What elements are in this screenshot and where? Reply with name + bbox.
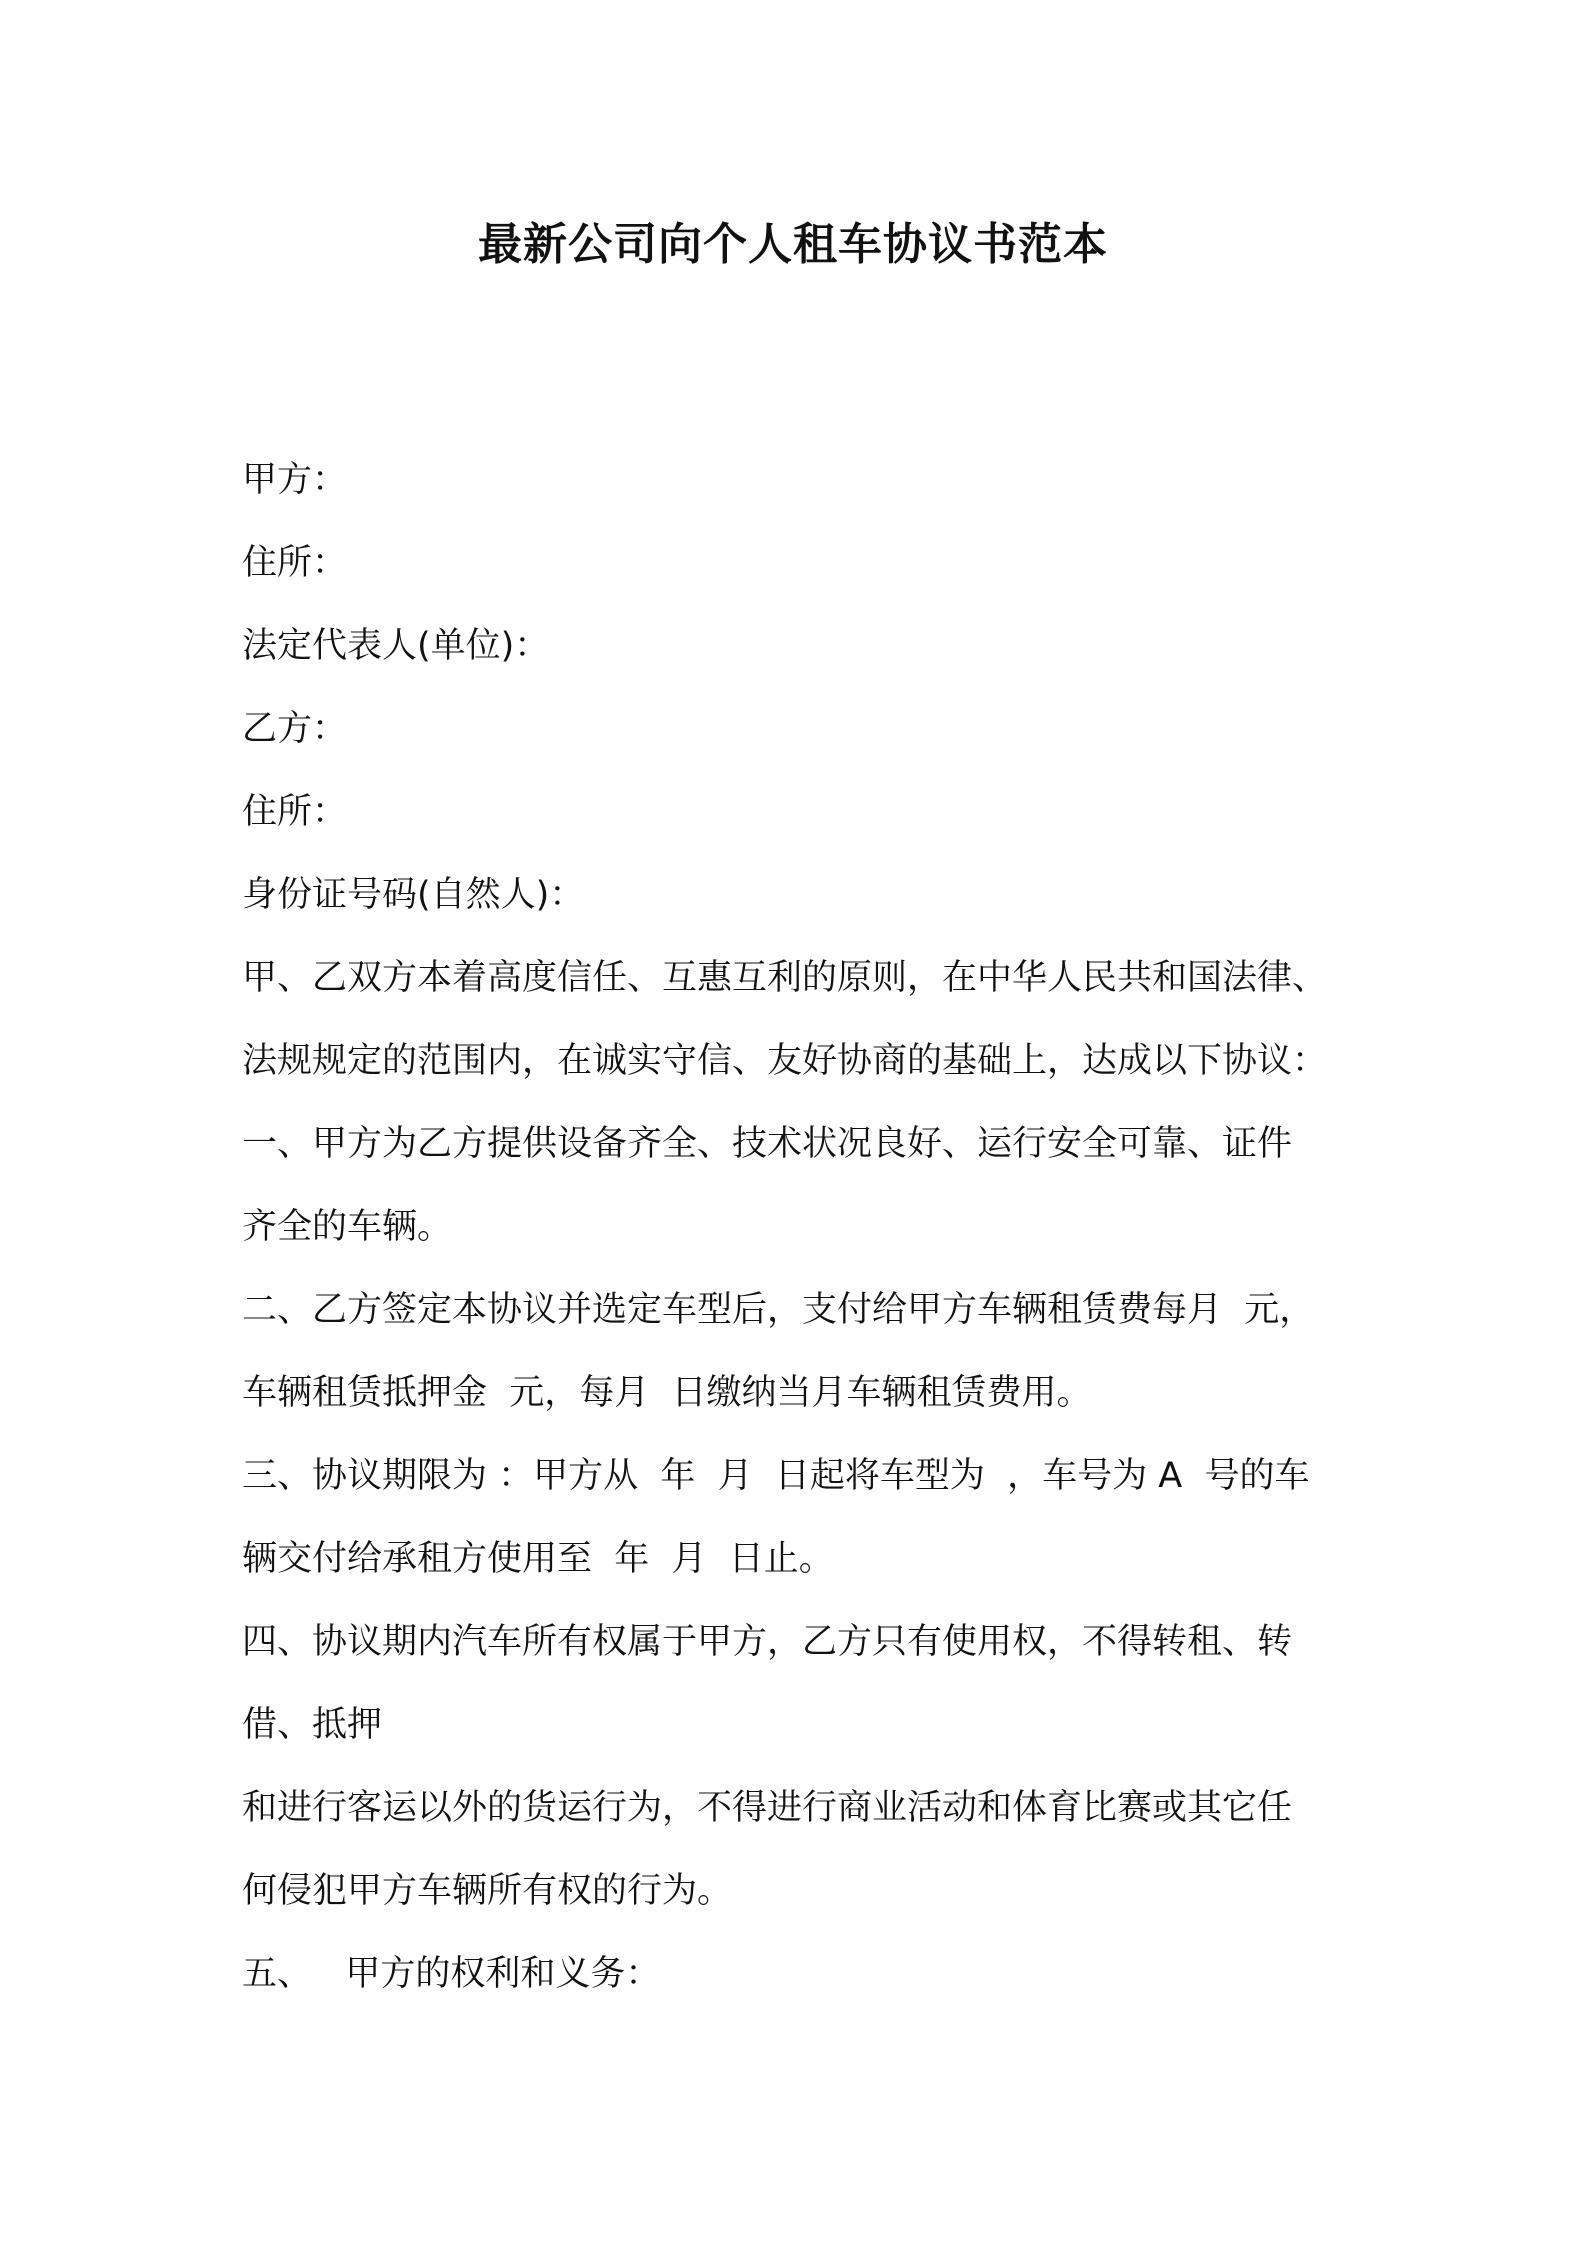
clause-4-line-4: 何侵犯甲方车辆所有权的行为。 (242, 1871, 733, 1911)
party-a-line: 甲方： (242, 460, 348, 500)
clause-1-line-2: 齐全的车辆。 (242, 1207, 453, 1247)
party-a-address-line: 住所： (242, 543, 348, 583)
party-b-line: 乙方： (242, 709, 348, 749)
document-title: 最新公司向个人租车协议书范本 (478, 219, 1108, 270)
clause-3-line-2: 辆交付给承租方使用至 年 月 日止。 (242, 1539, 834, 1579)
id-number-line: 身份证号码(自然人)： (242, 875, 585, 915)
clause-4-line-1: 四、协议期内汽车所有权属于甲方，乙方只有使用权，不得转租、转 (242, 1622, 1293, 1662)
party-b-address-line: 住所： (242, 792, 348, 832)
clause-4-line-3: 和进行客运以外的货运行为，不得进行商业活动和体育比赛或其它任 (242, 1788, 1293, 1828)
legal-representative-line: 法定代表人(单位)： (242, 626, 550, 666)
clause-2-line-2: 车辆租赁抵押金 元，每月 日缴纳当月车辆租赁费用。 (242, 1373, 1092, 1413)
clause-3-line-1: 三、协议期限为 ：甲方从 年 月 日起将车型为 ，车号为 A 号的车 (242, 1456, 1310, 1496)
preamble-line-1: 甲、乙双方本着高度信任、互惠互利的原则，在中华人民共和国法律、 (242, 958, 1328, 998)
clause-4-line-2: 借、抵押 (242, 1705, 383, 1745)
preamble-line-2: 法规规定的范围内，在诚实守信、友好协商的基础上，达成以下协议： (242, 1041, 1328, 1081)
clause-1-line-1: 一、甲方为乙方提供设备齐全、技术状况良好、运行安全可靠、证件 (242, 1124, 1293, 1164)
clause-2-line-1: 二、乙方签定本协议并选定车型后，支付给甲方车辆租赁费每月 元， (242, 1290, 1315, 1330)
clause-5-heading: 五、 甲方的权利和义务： (242, 1954, 661, 1994)
